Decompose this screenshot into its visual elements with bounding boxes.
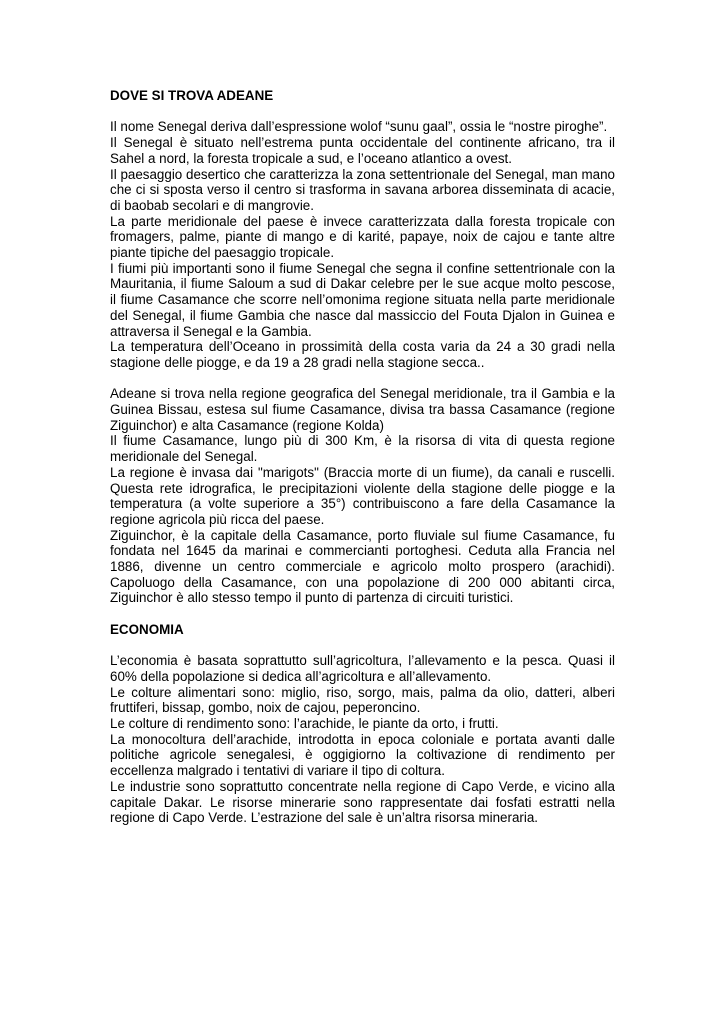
section-title-economia: ECONOMIA bbox=[110, 621, 184, 637]
paragraph: L’economia è basata soprattutto sull’agricoltura, l’allevamento e la pesca. Quasi il 60% della popolazione si dedica all’agricoltura e all’allevamento. bbox=[110, 653, 615, 684]
paragraph: La temperatura dell’Oceano in prossimità della costa varia da 24 a 30 gradi nella stagione delle piogge, e da 19 a 28 gradi nella stagione secca.. bbox=[110, 339, 615, 370]
paragraph: Il paesaggio desertico che caratterizza la zona settentrionale del Senegal, man mano che ci si sposta verso il centro si trasforma in savana arborea disseminata di acacie, di baobab secolari e di mangrovie. bbox=[110, 166, 615, 213]
paragraph: Le colture alimentari sono: miglio, riso, sorgo, mais, palma da olio, datteri, alberi fruttiferi, bissap, gombo, noix de cajou, peperoncino. bbox=[110, 684, 615, 716]
section-title-dove-si-trova: DOVE SI TROVA ADEANE bbox=[110, 88, 274, 103]
paragraph: Adeane si trova nella regione geografica del Senegal meridionale, tra il Gambia e la Guinea Bissau, estesa sul fiume Casamance, divisa tra bassa Casamance (regione Ziguinchor) e alta Casamance (regione Kolda) bbox=[110, 386, 615, 433]
paragraph: La regione è invasa dai "marigots" (Braccia morte di un fiume), da canali e ruscelli. Questa rete idrografica, le precipitazioni violente della stagione delle piogge e la temperatura (a volte superiore a 35°) contribuiscono a fare della Casamance la regione agricola più ricca del paese. bbox=[110, 464, 615, 527]
paragraph: Il fiume Casamance, lungo più di 300 Km, è la risorsa di vita di questa regione meridionale del Senegal. bbox=[110, 433, 615, 465]
paragraph: Il nome Senegal deriva dall’espressione wolof “sunu gaal”, ossia le “nostre piroghe”. bbox=[110, 119, 608, 135]
spacer bbox=[110, 606, 615, 622]
paragraph: I fiumi più importanti sono il fiume Senegal che segna il confine settentrionale con la Mauritania, il fiume Saloum a sud di Dakar celebre per le sue acque molto pescose, il fiume Casamance che scorre nell’omonima regione situata nella parte meridionale del Senegal, il fiume Gambia che nasce dal massiccio del Fouta Djalon in Guinea e attraversa il Senegal e la Gambia. bbox=[110, 260, 615, 339]
spacer bbox=[110, 104, 615, 120]
paragraph: La monocoltura dell’arachide, introdotta in epoca coloniale e portata avanti dalle politiche agricole senegalesi, è oggigiorno la coltivazione di rendimento per eccellenza malgrado i tentativi di variare il tipo di coltura. bbox=[110, 731, 615, 779]
paragraph: La parte meridionale del paese è invece caratterizzata dalla foresta tropicale con fromagers, palme, piante di mango e di karité, papaye, noix de cajou e tante altre piante tipiche del paesaggio tropicale. bbox=[110, 213, 615, 261]
document-page bbox=[110, 88, 615, 826]
spacer bbox=[110, 371, 615, 387]
paragraph: Le colture di rendimento sono: l’arachide, le piante da orto, i frutti. bbox=[110, 716, 499, 732]
spacer bbox=[110, 638, 615, 654]
paragraph: Le industrie sono soprattutto concentrate nella regione di Capo Verde, e vicino alla capitale Dakar. Le risorse minerarie sono rappresentate dai fosfati estratti nella regione di Capo Verde. L’estrazione del sale è un’altra risorsa mineraria. bbox=[110, 778, 615, 826]
paragraph: Il Senegal è situato nell’estrema punta occidentale del continente africano, tra il Sahel a nord, la foresta tropicale a sud, e l’oceano atlantico a ovest. bbox=[110, 135, 615, 166]
paragraph: Ziguinchor, è la capitale della Casamance, porto fluviale sul fiume Casamance, fu fondata nel 1645 da marinai e commercianti portoghesi. Ceduta alla Francia nel 1886, divenne un centro commerciale e agricolo molto prospero (arachidi). Capoluogo della Casamance, con una popolazione di 200 000 abitanti circa, Ziguinchor è allo stesso tempo il punto di partenza di circuiti turistici. bbox=[110, 527, 615, 606]
